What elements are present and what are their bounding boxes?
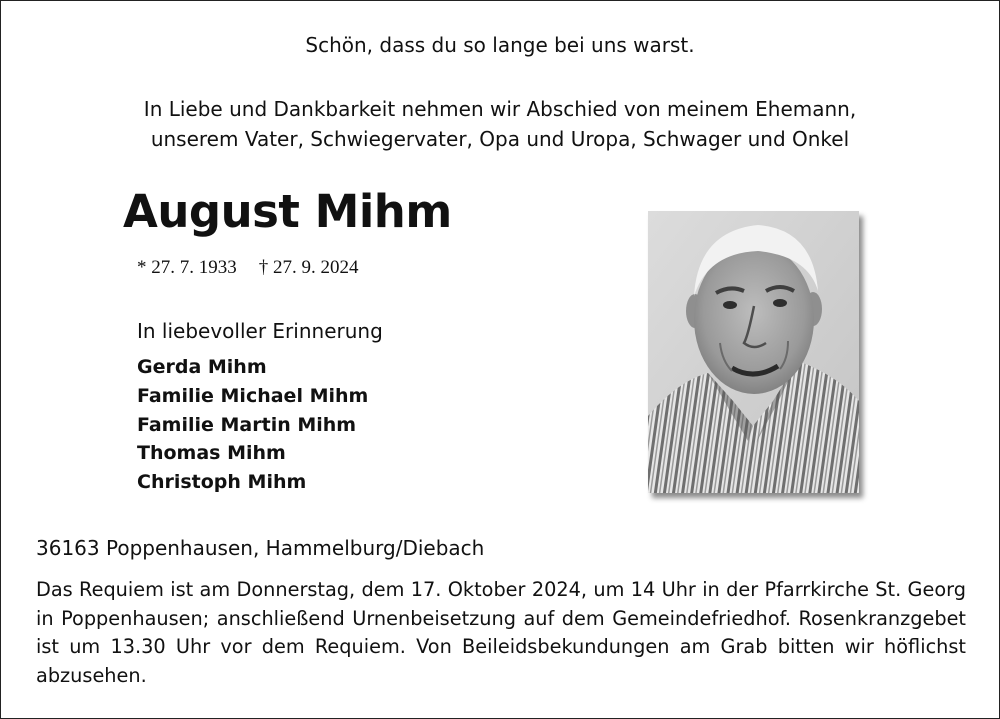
death-date: † 27. 9. 2024 <box>258 257 359 278</box>
portrait-photo <box>648 211 859 493</box>
deceased-name: August Mihm <box>123 185 452 238</box>
intro-text <box>1 94 999 154</box>
intro-line-1: In Liebe und Dankbarkeit nehmen wir Abschied von meinem Ehemann, <box>143 97 857 121</box>
portrait-image <box>648 211 859 493</box>
service-details: Das Requiem ist am Donnerstag, dem 17. Oktober 2024, um 14 Uhr in der Pfarrkirche St. Georg in Poppenhausen; anschließend Urnenbeisetzung auf dem Gemeindefriedhof. Rosenkranzgebet ist um 13.30 Uhr vor dem Requiem. Von Beileidsbekundungen am Grab bitten wir höflichst abzusehen. <box>36 578 966 687</box>
family-list <box>137 353 368 497</box>
intro-line-2: unserem Vater, Schwiegervater, Opa und Uropa, Schwager und Onkel <box>150 127 850 151</box>
remembrance-line: In liebevoller Erinnerung <box>137 319 383 343</box>
family-member: Christoph Mihm <box>137 471 307 494</box>
motto: Schön, dass du so lange bei uns warst. <box>305 33 695 57</box>
life-dates <box>137 257 359 279</box>
family-member: Gerda Mihm <box>137 356 267 378</box>
family-member: Thomas Mihm <box>137 442 286 465</box>
family-member: Familie Michael Mihm <box>137 384 369 407</box>
location-line: 36163 Poppenhausen, Hammelburg/Diebach <box>36 536 485 560</box>
family-member: Familie Martin Mihm <box>137 413 357 436</box>
birth-date: * 27. 7. 1933 <box>137 257 237 278</box>
